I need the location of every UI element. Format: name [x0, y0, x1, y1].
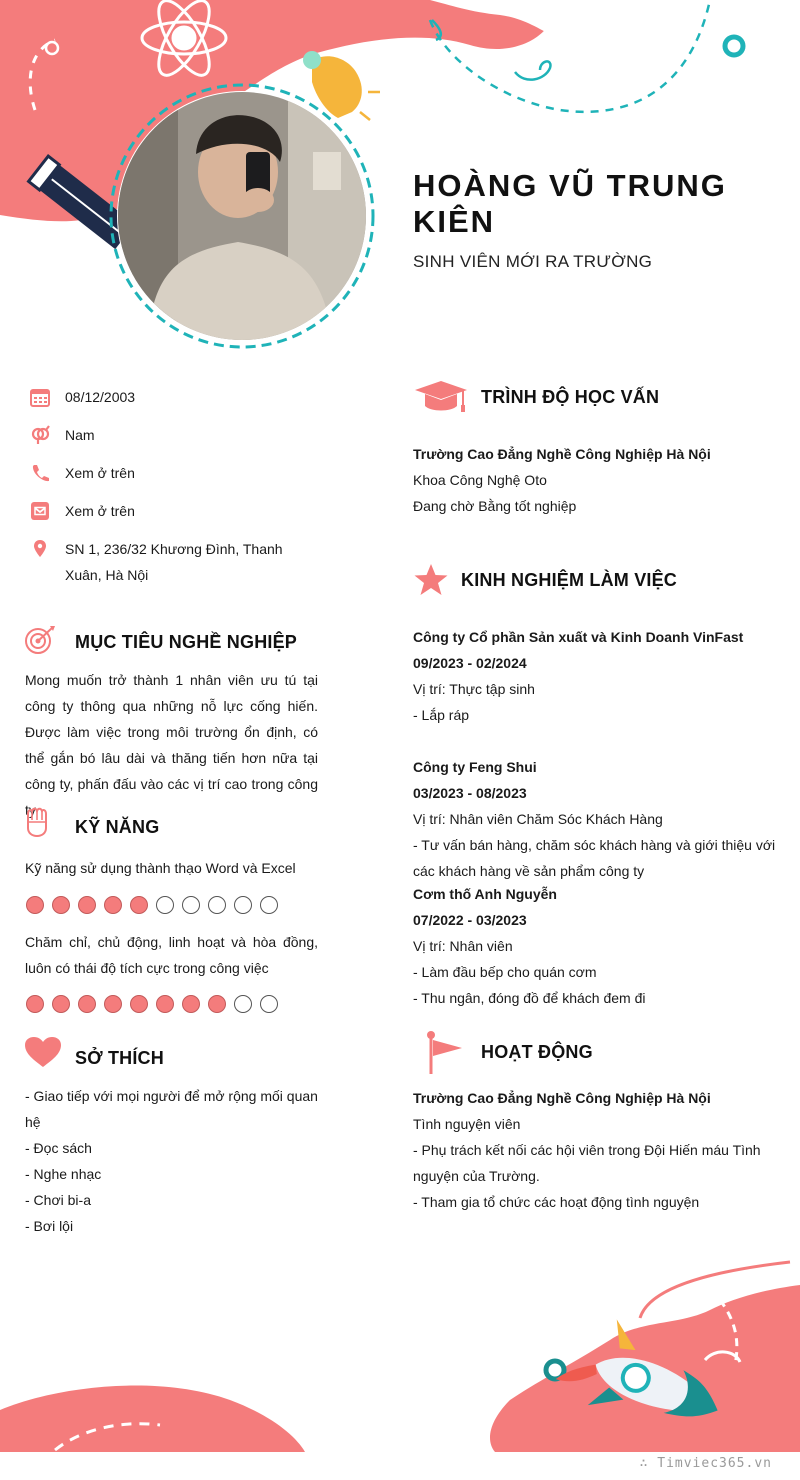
job-2: [413, 754, 783, 884]
target-icon: [24, 624, 58, 656]
education-title: TRÌNH ĐỘ HỌC VẤN: [481, 387, 660, 407]
email-icon: [30, 501, 50, 521]
hobby-item: - Chơi bi-a: [25, 1192, 91, 1208]
hobbies-title: SỞ THÍCH: [75, 1048, 164, 1068]
rating-dot-empty: [182, 896, 200, 914]
flag-icon: [422, 1030, 464, 1076]
job-detail: - Lắp ráp: [413, 707, 470, 723]
rating-dot-filled: [26, 995, 44, 1013]
activity-role: Tình nguyện viên: [413, 1116, 521, 1132]
rating-dot-filled: [208, 995, 226, 1013]
experience-title: KINH NGHIỆM LÀM VIỆC: [461, 570, 678, 590]
calendar-icon: [30, 387, 50, 407]
rating-dot-empty: [156, 896, 174, 914]
hobby-item: - Giao tiếp với mọi người để mở rộng mối quan hệ: [25, 1088, 318, 1130]
info-birthday: [30, 384, 330, 410]
rating-dot-filled: [104, 995, 122, 1013]
gender-icon: [30, 425, 50, 445]
rating-dot-empty: [260, 995, 278, 1013]
gender-value: Nam: [65, 427, 95, 443]
light-bulb-icon: [303, 51, 380, 120]
skill-2-rating: [26, 995, 278, 1013]
bottom-left-blob: [0, 1386, 305, 1452]
job-period: 09/2023 - 02/2024: [413, 655, 527, 671]
info-address: [30, 536, 330, 588]
rating-dot-filled: [130, 896, 148, 914]
skills-title: KỸ NĂNG: [75, 817, 160, 837]
rating-dot-filled: [52, 995, 70, 1013]
job-position: Vị trí: Nhân viên: [413, 938, 513, 954]
info-gender: [30, 422, 330, 448]
rating-dot-empty: [234, 995, 252, 1013]
objective-title: MỤC TIÊU NGHỀ NGHIỆP: [75, 632, 298, 652]
objective-text: Mong muốn trở thành 1 nhân viên ưu tú tại công ty thông qua những nỗ lực cống hiến. Được làm việc trong môi trường ổn định, có thể gắn bó lâu dài và thăng tiến hơn nữa tại công ty, phấn đấu vào các vị trí cao trong công ty: [25, 672, 318, 818]
education-status: Đang chờ Bằng tốt nghiệp: [413, 498, 577, 514]
address-value: SN 1, 236/32 Khương Đình, Thanh Xuân, Hà Nội: [65, 541, 283, 583]
job-3: [413, 881, 783, 1011]
job-position: Vị trí: Nhân viên Chăm Sóc Khách Hàng: [413, 811, 663, 827]
fist-icon: [25, 806, 49, 838]
candidate-name: HOÀNG VŨ TRUNG KIÊN: [413, 168, 727, 239]
star-icon: [413, 563, 449, 597]
job-company: Công ty Cổ phần Sản xuất và Kinh Doanh VinFast: [413, 629, 744, 645]
rating-dot-filled: [78, 995, 96, 1013]
hobby-item: - Nghe nhạc: [25, 1166, 102, 1182]
phone-value: Xem ở trên: [65, 465, 135, 481]
skill-1-rating: [26, 896, 278, 914]
email-value: Xem ở trên: [65, 503, 135, 519]
job-company: Công ty Feng Shui: [413, 759, 537, 775]
rating-dot-filled: [104, 896, 122, 914]
job-company: Cơm thố Anh Nguyễn: [413, 886, 557, 902]
rating-dot-empty: [234, 896, 252, 914]
profile-photo: [118, 92, 366, 340]
info-phone: [30, 460, 330, 486]
candidate-role: SINH VIÊN MỚI RA TRƯỜNG: [413, 252, 653, 271]
job-period: 07/2022 - 03/2023: [413, 912, 527, 928]
job-1: [413, 624, 783, 728]
skill-2-label: Chăm chỉ, chủ động, linh hoạt và hòa đồng, luôn có thái độ tích cực trong công việc: [25, 934, 318, 976]
location-pin-icon: [30, 539, 50, 559]
rating-dot-empty: [208, 896, 226, 914]
birthday-value: 08/12/2003: [65, 389, 136, 405]
job-position: Vị trí: Thực tập sinh: [413, 681, 535, 697]
info-email: [30, 498, 330, 524]
rating-dot-filled: [156, 995, 174, 1013]
rating-dot-empty: [260, 896, 278, 914]
graduation-cap-icon: [413, 378, 469, 416]
activities-title: HOẠT ĐỘNG: [481, 1042, 593, 1062]
rating-dot-filled: [78, 896, 96, 914]
education-faculty: Khoa Công Nghệ Oto: [413, 472, 547, 488]
activity-detail: - Phụ trách kết nối các hội viên trong Đội Hiến máu Tình nguyện của Trường.: [413, 1142, 761, 1184]
watermark: ∴ Timviec365.vn: [639, 1456, 772, 1471]
rating-dot-filled: [52, 896, 70, 914]
rating-dot-filled: [26, 896, 44, 914]
job-detail: - Làm đầu bếp cho quán cơm: [413, 964, 597, 980]
activity-org: Trường Cao Đẳng Nghề Công Nghiệp Hà Nội: [413, 1090, 711, 1106]
job-detail: - Tư vấn bán hàng, chăm sóc khách hàng và giới thiệu với các khách hàng về sản phẩm công ty: [413, 837, 776, 879]
hobby-item: - Đọc sách: [25, 1140, 92, 1156]
job-period: 03/2023 - 08/2023: [413, 785, 527, 801]
phone-icon: [30, 463, 50, 483]
rating-dot-filled: [182, 995, 200, 1013]
education-school: Trường Cao Đẳng Nghề Công Nghiệp Hà Nội: [413, 446, 711, 462]
skill-1-label: Kỹ năng sử dụng thành thạo Word và Excel: [25, 860, 296, 876]
hobby-item: - Bơi lội: [25, 1218, 74, 1234]
job-detail: - Thu ngân, đóng đồ để khách đem đi: [413, 990, 646, 1006]
heart-icon: [24, 1036, 62, 1068]
activity-detail: - Tham gia tổ chức các hoạt động tình nguyện: [413, 1194, 700, 1210]
rating-dot-filled: [130, 995, 148, 1013]
